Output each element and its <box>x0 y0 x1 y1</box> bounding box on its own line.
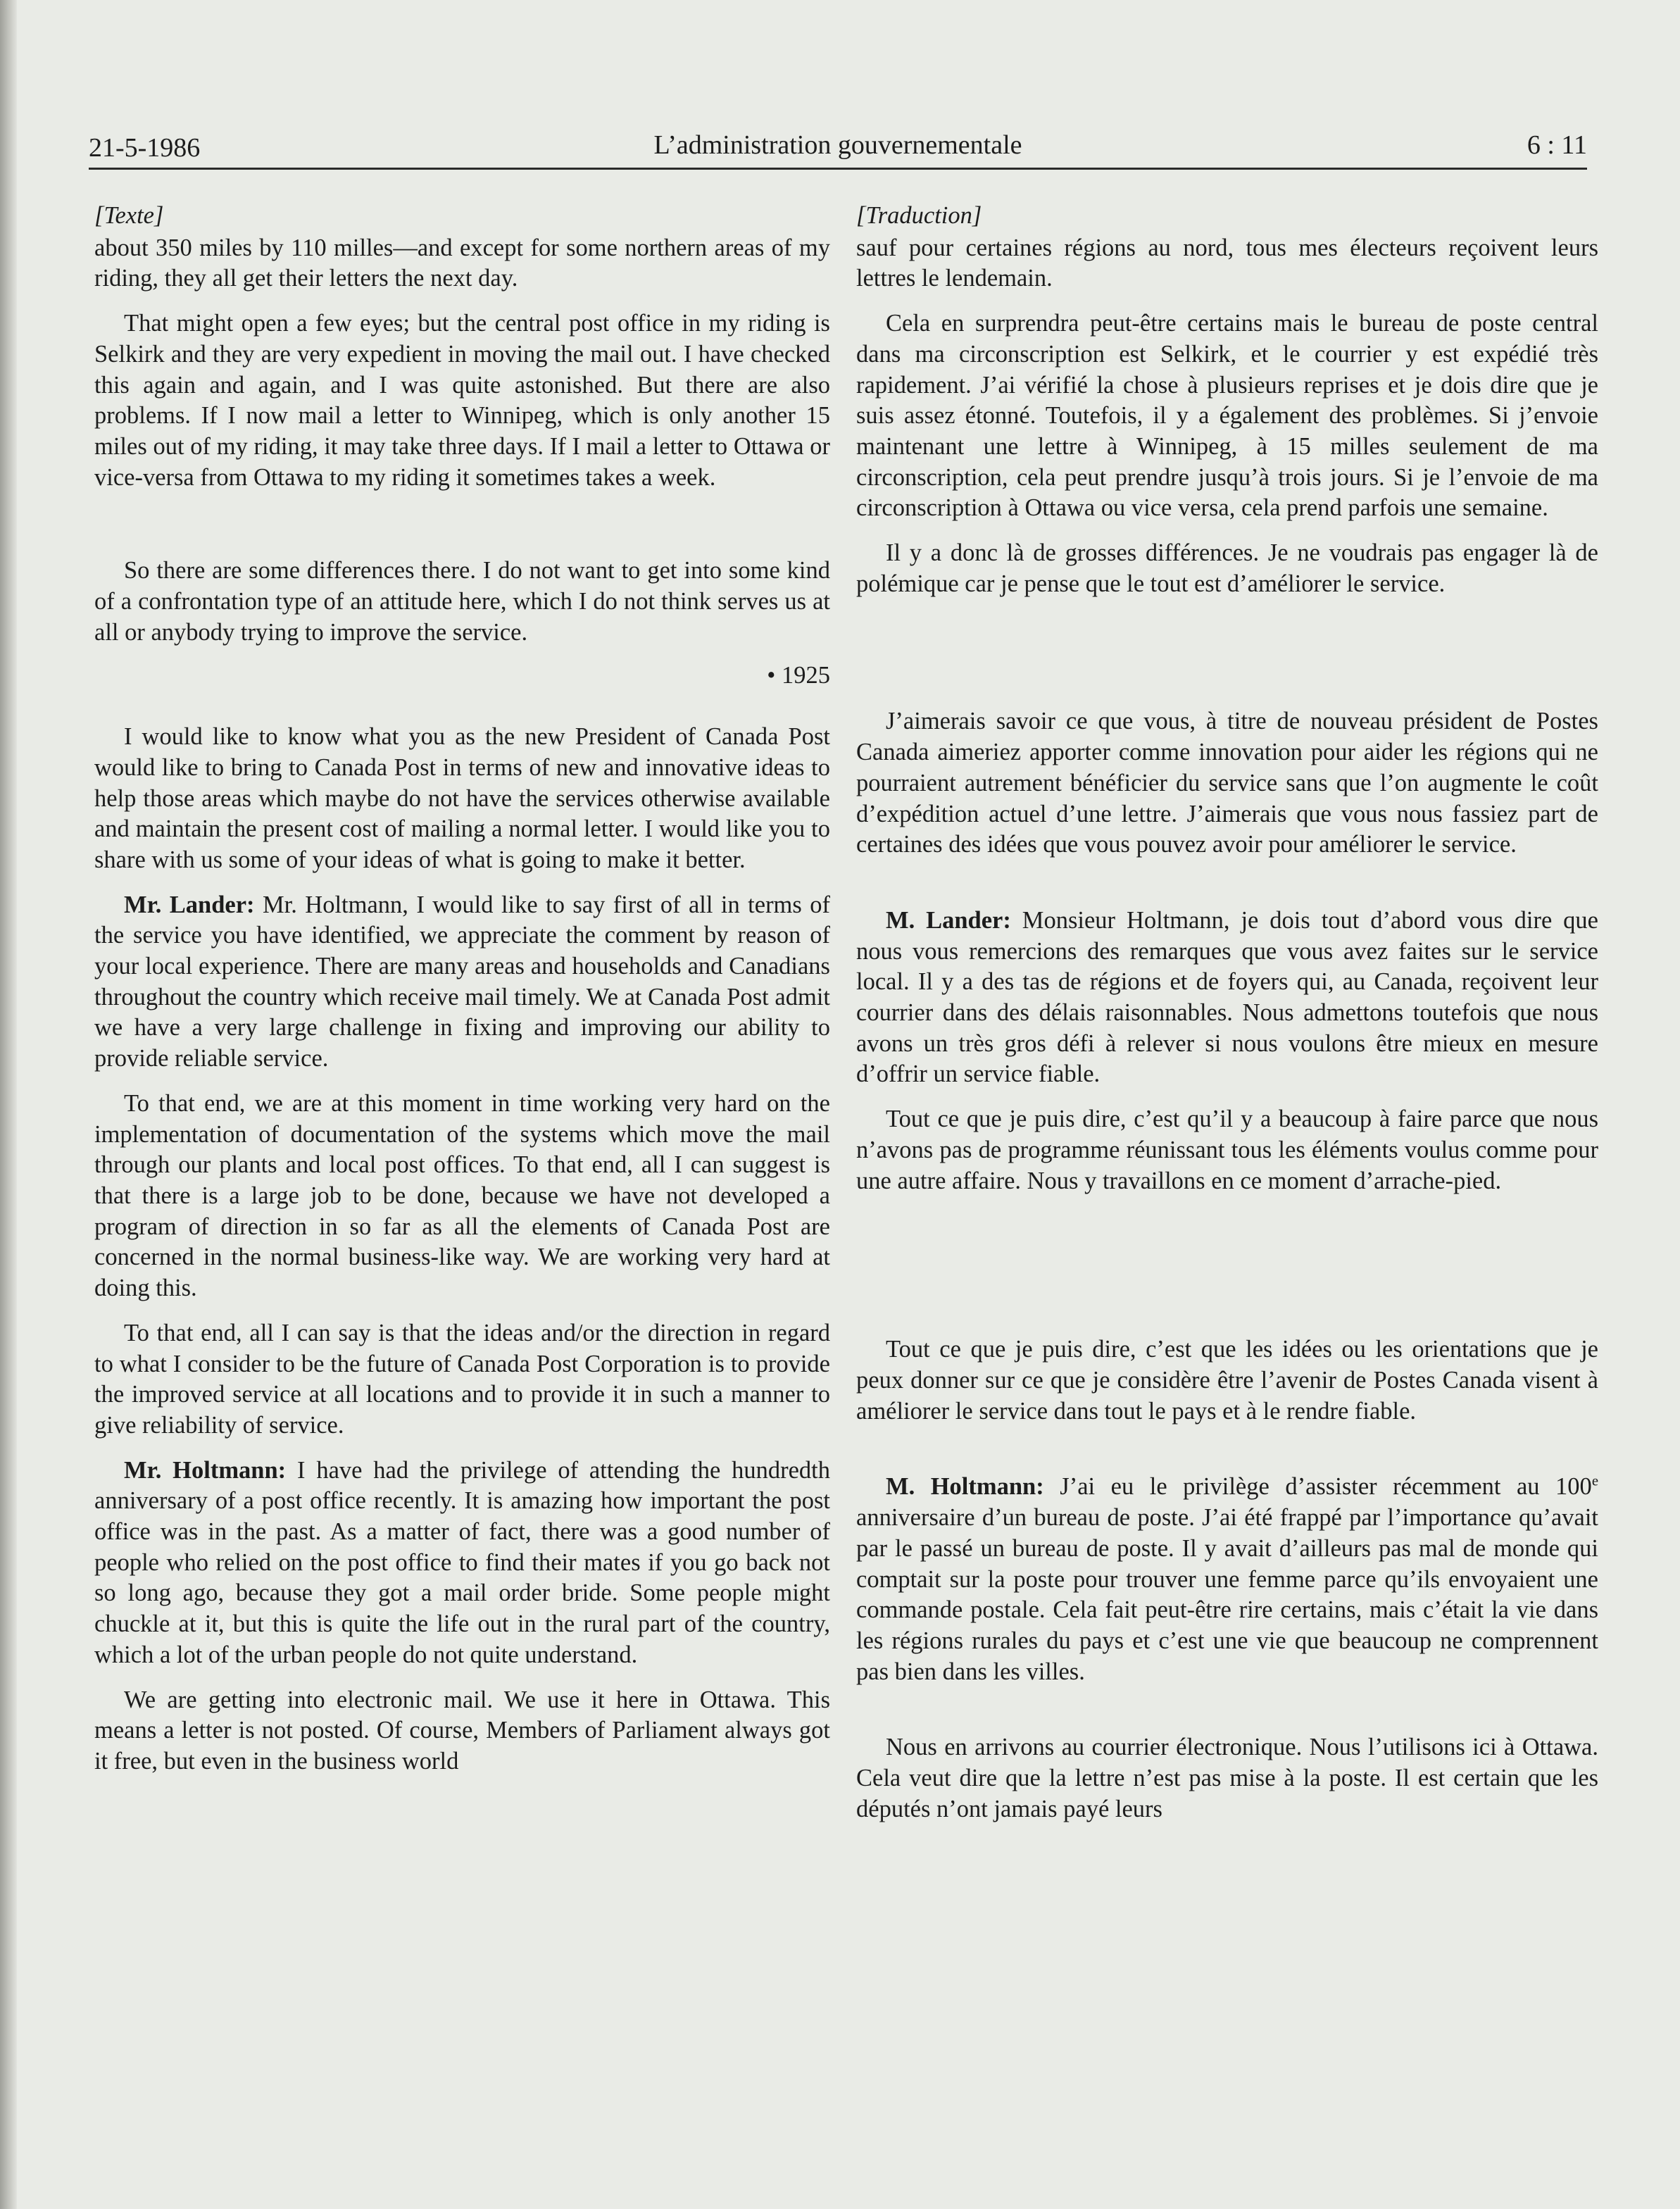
language-tag: [Texte] <box>94 202 164 229</box>
paragraph <box>856 906 1598 1090</box>
paragraph: sauf pour certaines régions au nord, tous mes électeurs reçoivent leurs lettres le lendemain. <box>856 234 1598 292</box>
speech-text: J’ai eu le privilège d’assister récemment au 100 <box>1043 1473 1592 1501</box>
speech-text: Mr. Holtmann, I would like to say first of all in terms of the service you have identified, we appreciate the comment by reason of your local experience. There are many areas and households and Canadians throughout the country which receive mail timely. We at Canada Post admit we have a very large challenge in fixing and improving our ability to provide reliable service. <box>94 891 830 1072</box>
header-page-number: 6 : 11 <box>1527 130 1587 160</box>
paragraph: To that end, all I can say is that the ideas and/or the direction in regard to what I consider to be the future of Canada Post Corporation is to provide the improved service at all locations and to provide it in such a manner to give reliability of service. <box>94 1319 830 1439</box>
page-binding-edge <box>0 0 17 2209</box>
french-column <box>856 201 1598 1825</box>
speaker-name: M. Lander: <box>886 906 1011 934</box>
language-tag-text: Texte <box>104 202 154 229</box>
paragraph: Tout ce que je puis dire, c’est qu’il y a beaucoup à faire parce que nous n’avons pas de programme réunissant tous les éléments voulus comme pour une autre affaire. Nous y travaillons en ce moment d’arrache-pied. <box>856 1106 1598 1194</box>
speech-text: anniversaire d’un bureau de poste. J’ai été frappé par l’importance qu’avait par le passé un bureau de poste. Il y avait d’ailleurs pas mal de monde qui comptait sur la poste pour trouver une femme parce qu’ils envoyaient une commande postale. Cela fait peut-être rire certains, mais c’était la vie dans les régions rurales du pays et c’est une vie que beaucoup ne comprennent pas bien dans les villes. <box>856 1504 1598 1685</box>
paragraph: Cela en surprendra peut-être certains mais le bureau de poste central dans ma circonscription est Selkirk, et le courrier y est expédié très rapidement. J’ai vérifié la chose à plusieurs reprises et je dois dire que je suis assez étonné. Toutefois, il y a également des problèmes. Si j’envoie maintenant une lettre à Winnipeg, à 15 milles seulement de ma circonscription, cela peut prendre jusqu’à trois jours. Si je l’envoie de ma circonscription à Ottawa ou vice versa, cela prend parfois une semaine. <box>856 310 1598 522</box>
language-tag-text: Traduction <box>865 202 972 229</box>
paragraph <box>856 1472 1598 1687</box>
paragraph: So there are some differences there. I do not want to get into some kind of a confrontation type of an attitude here, which I do not think serves us at all or anybody trying to improve the service. <box>94 557 830 646</box>
header-date: 21-5-1986 <box>89 133 201 163</box>
paragraph: Tout ce que je puis dire, c’est que les idées ou les orientations que je peux donner sur ce que je considère être l’avenir de Postes Canada visent à améliorer le service dans tout le pays et à le rendre fiable. <box>856 1336 1598 1425</box>
paragraph: J’aimerais savoir ce que vous, à titre de nouveau président de Postes Canada aimeriez apporter comme innovation pour aider les régions qui ne pourraient autrement bénéficier du service sans que l’on augmente le coût d’expédition actuel d’une lettre. J’aimerais que vous nous fassiez part de certaines des idées que vous pouvez avoir pour améliorer le service. <box>856 708 1598 858</box>
paragraph: about 350 miles by 110 milles—and except for some northern areas of my riding, they all get their letters the next day. <box>94 234 830 292</box>
paragraph: To that end, we are at this moment in time working very hard on the implementation of documentation of the systems which move the mail through our plants and local post offices. To that end, all I can suggest is that there is a large job to be done, because we have not developed a program of direction in so far as all the elements of Canada Post are concerned in the normal business-like way. We are working very hard at doing this. <box>94 1089 830 1302</box>
paragraph <box>94 1456 830 1671</box>
english-column <box>94 201 830 1777</box>
language-tag: [Traduction] <box>856 202 982 229</box>
paragraph: We are getting into electronic mail. We use it here in Ottawa. This means a letter is not posted. Of course, Members of Parliament always got it free, but even in the business world <box>94 1686 830 1775</box>
speech-text: I have had the privilege of attending the hundredth anniversary of a post office recently. It is amazing how important the post office was in the past. As a matter of fact, there was a good number of people who relied on the post office to find their mates if you go back not so long ago, because they got a mail order bride. Some people might chuckle at it, but this is quite the life out in the rural part of the country, which a lot of the urban people do not quite understand. <box>94 1456 830 1668</box>
speaker-name: Mr. Lander: <box>124 891 255 918</box>
speaker-name: M. Holtmann: <box>886 1473 1044 1501</box>
page-header <box>89 125 1587 170</box>
paragraph: Nous en arrivons au courrier électronique. Nous l’utilisons ici à Ottawa. Cela veut dire que la lettre n’est pas mise à la poste. Il est certain que les députés n’ont jamais payé leurs <box>856 1734 1598 1822</box>
paragraph: That might open a few eyes; but the central post office in my riding is Selkirk and they are very expedient in moving the mail out. I have checked this again and again, and I was quite astonished. But there are also problems. If I now mail a letter to Winnipeg, which is only another 15 miles out of my riding, it may take three days. If I mail a letter to Ottawa or vice-versa from Ottawa to my riding it sometimes takes a week. <box>94 310 830 491</box>
ordinal-superscript: e <box>1591 1473 1598 1489</box>
paragraph: I would like to know what you as the new President of Canada Post would like to bring to Canada Post in terms of new and innovative ideas to help those areas which maybe do not have the services otherwise available and maintain the present cost of mailing a normal letter. I would like you to share with us some of your ideas of what is going to make it better. <box>94 723 830 873</box>
paragraph <box>94 890 830 1075</box>
time-mark: • 1925 <box>767 662 830 689</box>
header-title: L’administration gouvernementale <box>653 130 1022 160</box>
paragraph: Il y a donc là de grosses différences. Je ne voudrais pas engager là de polémique car je pense que le tout est d’améliorer le service. <box>856 539 1598 597</box>
speaker-name: Mr. Holtmann: <box>124 1456 287 1484</box>
speech-text: Monsieur Holtmann, je dois tout d’abord vous dire que nous vous remercions des remarques que vous avez faites sur le service local. Il y a des tas de régions et de foyers qui, au Canada, reçoivent leur courrier dans des délais raisonnables. Nous admettons toutefois que nous avons un très gros défi à relever si nous voulons être mieux en mesure d’offrir un service fiable. <box>856 906 1598 1088</box>
